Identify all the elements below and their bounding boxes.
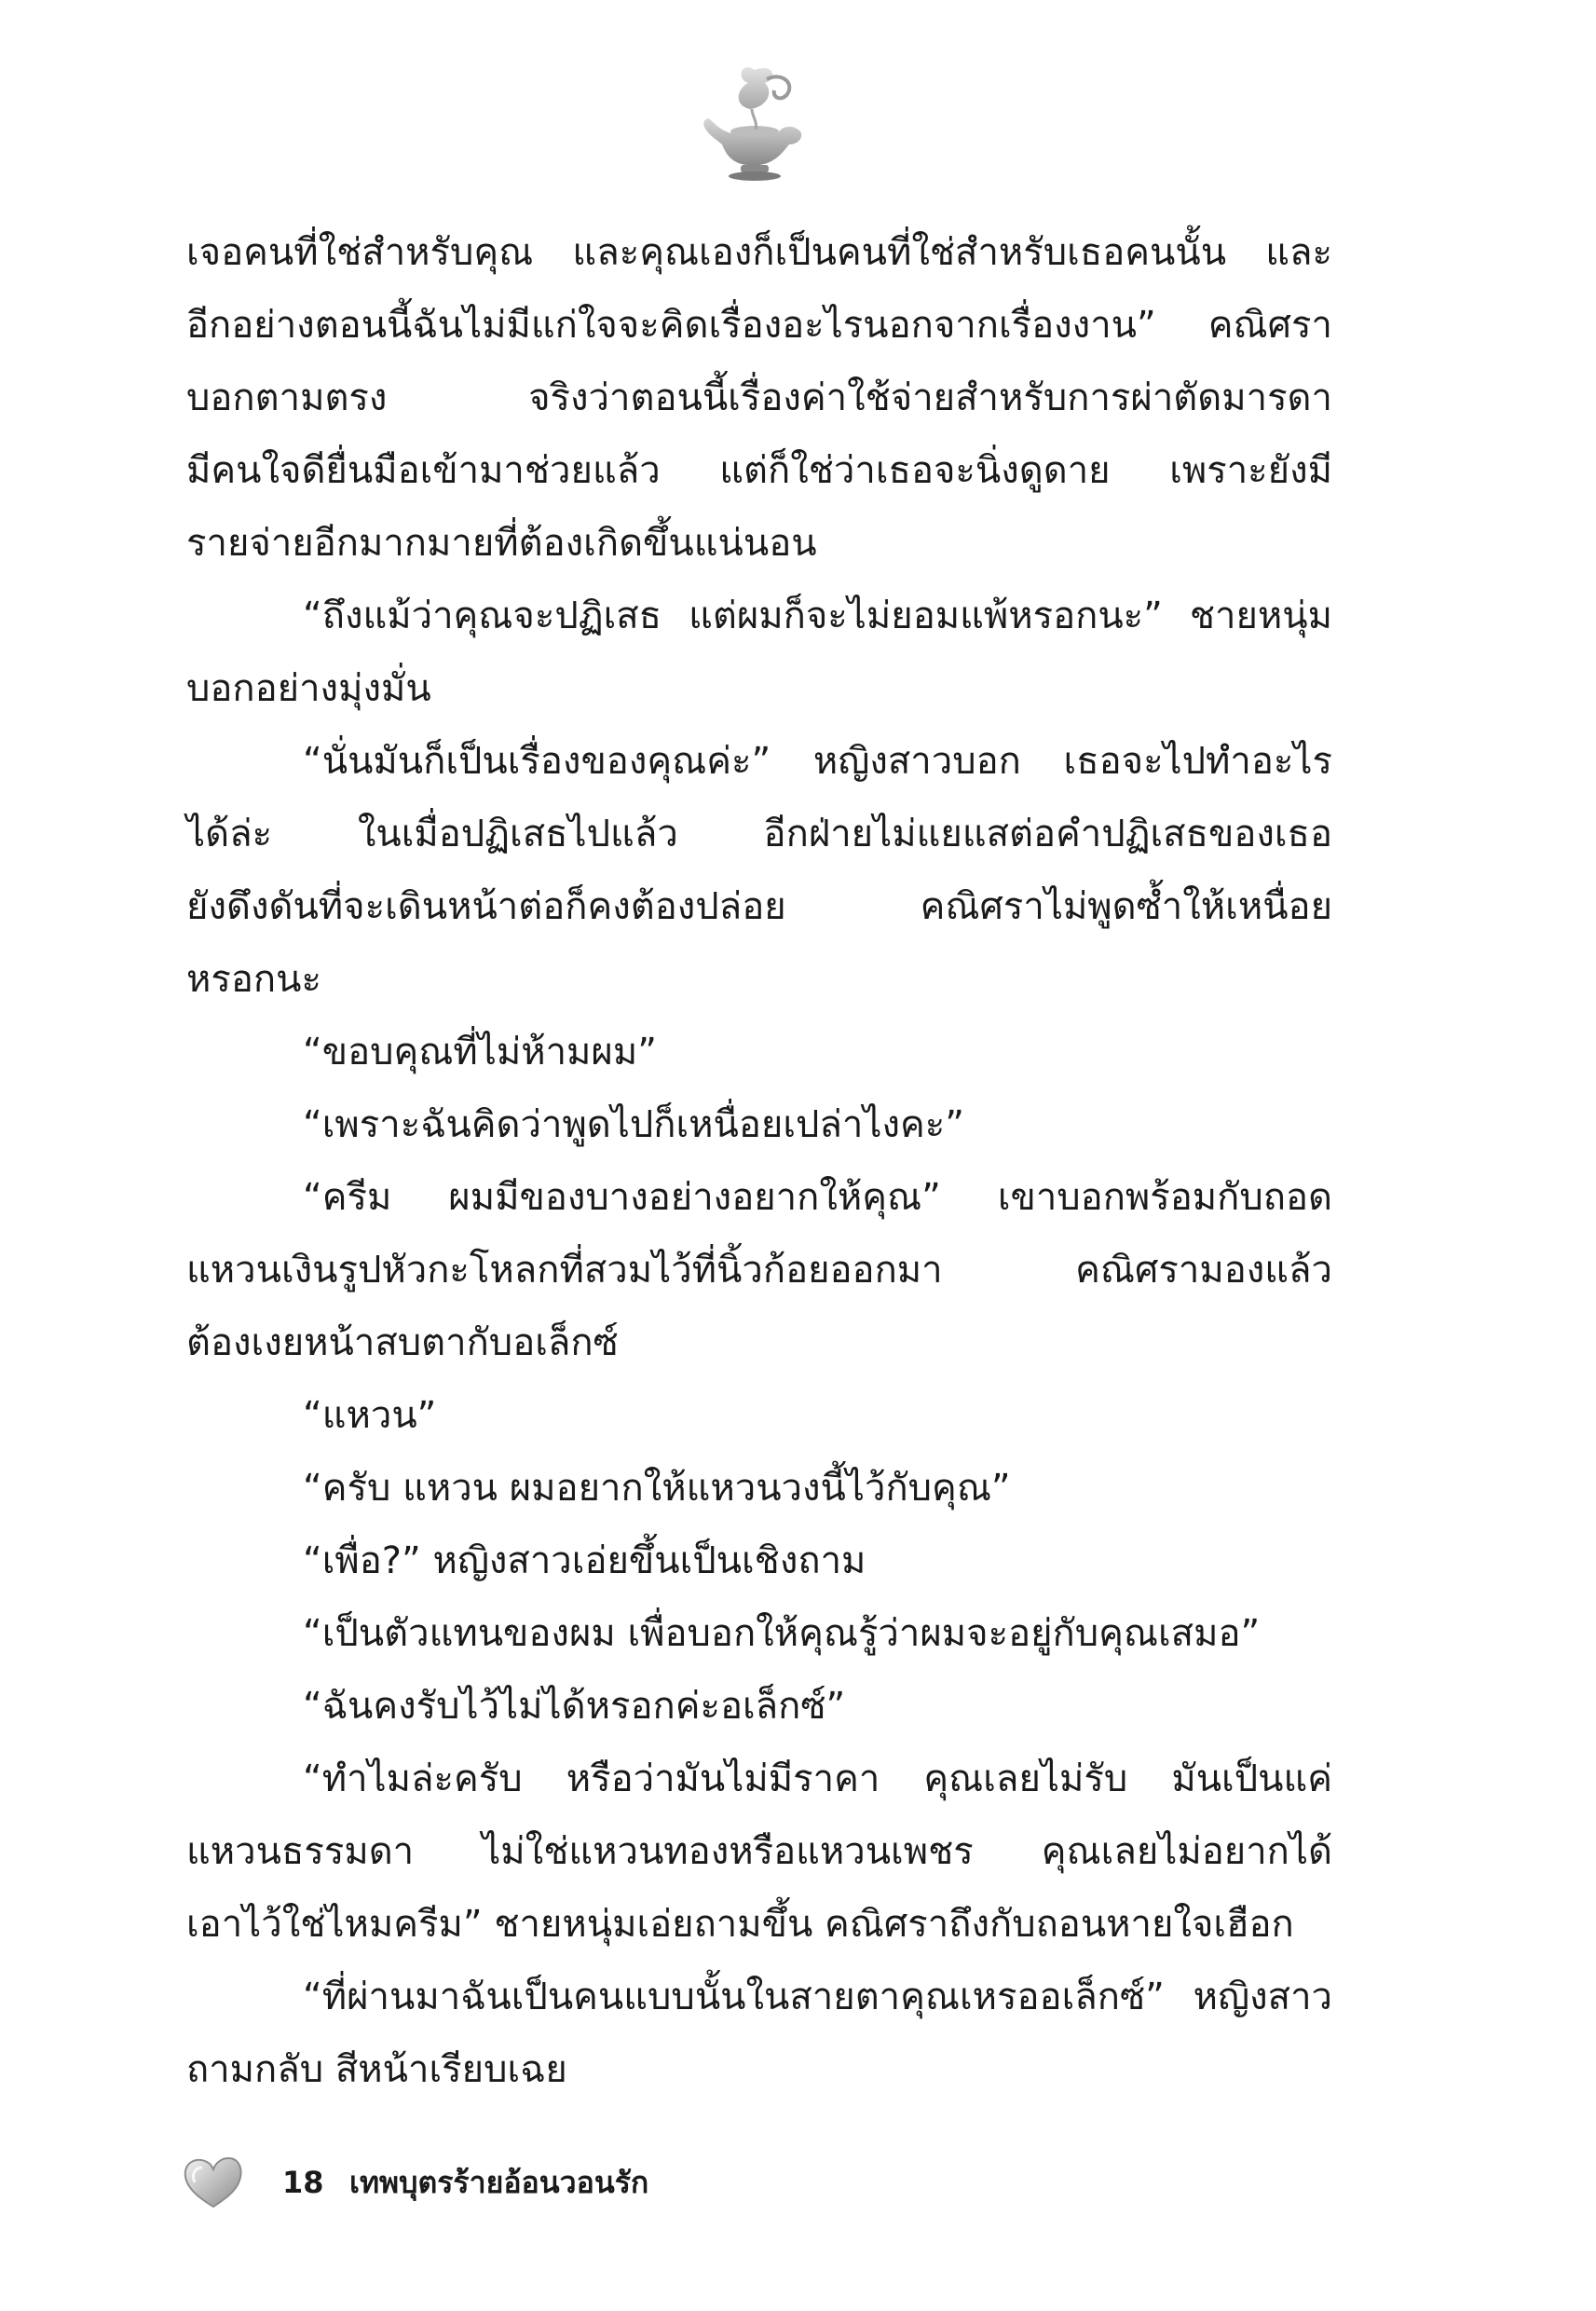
book-title: เทพบุตรร้ายอ้อนวอนรัก — [349, 2165, 649, 2200]
genie-lamp-ornament-icon — [685, 51, 825, 191]
text-line: แหวนเงินรูปหัวกะโหลกที่สวมไว้ที่นิ้วก้อยออกมา คณิศรามองแล้ว — [186, 1249, 1332, 1292]
text-line: ได้ล่ะ ในเมื่อปฏิเสธไปแล้ว อีกฝ่ายไม่แยแสต่อคำปฏิเสธของเธอ — [186, 813, 1332, 855]
text-line: แหวนธรรมดา ไม่ใช่แหวนทองหรือแหวนเพชร คุณเลยไม่อยากได้ — [186, 1830, 1332, 1873]
text-line: “เพื่อ?” หญิงสาวเอ่ยขึ้นเป็นเชิงถาม — [303, 1539, 866, 1582]
text-line: หรอกนะ — [186, 958, 321, 1001]
text-line: ถามกลับ สีหน้าเรียบเฉย — [186, 2048, 567, 2091]
text-line: “ทำไมล่ะครับ หรือว่ามันไม่มีราคา คุณเลยไม่รับ มันเป็นแค่ — [303, 1757, 1332, 1800]
text-line: “แหวน” — [303, 1394, 437, 1437]
text-line: ยังดึงดันที่จะเดินหน้าต่อก็คงต้องปล่อย คณิศราไม่พูดซ้ำให้เหนื่อย — [186, 885, 1332, 928]
text-line: “ครีม ผมมีของบางอย่างอยากให้คุณ” เขาบอกพร้อมกับถอด — [303, 1176, 1332, 1219]
text-line: “เป็นตัวแทนของผม เพื่อบอกให้คุณรู้ว่าผมจะอยู่กับคุณเสมอ” — [303, 1612, 1261, 1655]
text-line: “ถึงแม้ว่าคุณจะปฏิเสธ แต่ผมก็จะไม่ยอมแพ้หรอกนะ” ชายหนุ่ม — [303, 595, 1332, 637]
text-line: เอาไว้ใช่ไหมครีม” ชายหนุ่มเอ่ยถามขึ้น คณิศราถึงกับถอนหายใจเฮือก — [186, 1903, 1294, 1946]
text-line: เจอคนที่ใช่สำหรับคุณ และคุณเองก็เป็นคนที่ใช่สำหรับเธอคนนั้น และ — [186, 231, 1332, 274]
heart-icon — [182, 2154, 245, 2210]
text-line: บอกอย่างมุ่งมั่น — [186, 667, 431, 710]
page-footer — [182, 2154, 927, 2210]
body-text — [186, 216, 1332, 2106]
text-line: “ที่ผ่านมาฉันเป็นคนแบบนั้นในสายตาคุณเหรออเล็กซ์” หญิงสาว — [303, 1976, 1332, 2018]
text-line: ต้องเงยหน้าสบตากับอเล็กซ์ — [186, 1321, 619, 1364]
text-line: “ครับ แหวน ผมอยากให้แหวนวงนี้ไว้กับคุณ” — [303, 1467, 1011, 1510]
page-number: 18 — [282, 2165, 324, 2200]
text-line: รายจ่ายอีกมากมายที่ต้องเกิดขึ้นแน่นอน — [186, 522, 817, 565]
text-line: “ขอบคุณที่ไม่ห้ามผม” — [303, 1031, 657, 1073]
text-line: บอกตามตรง จริงว่าตอนนี้เรื่องค่าใช้จ่ายสำหรับการผ่าตัดมารดา — [186, 376, 1332, 419]
text-line: “เพราะฉันคิดว่าพูดไปก็เหนื่อยเปล่าไงคะ” — [303, 1103, 964, 1146]
text-line: อีกอย่างตอนนี้ฉันไม่มีแก่ใจจะคิดเรื่องอะไรนอกจากเรื่องงาน” คณิศรา — [186, 304, 1332, 347]
text-line: มีคนใจดียื่นมือเข้ามาช่วยแล้ว แต่ก็ใช่ว่าเธอจะนิ่งดูดาย เพราะยังมี — [186, 449, 1332, 492]
text-line: “นั่นมันก็เป็นเรื่องของคุณค่ะ” หญิงสาวบอก เธอจะไปทำอะไร — [303, 740, 1332, 783]
text-line: “ฉันคงรับไว้ไม่ได้หรอกค่ะอเล็กซ์” — [303, 1685, 846, 1728]
